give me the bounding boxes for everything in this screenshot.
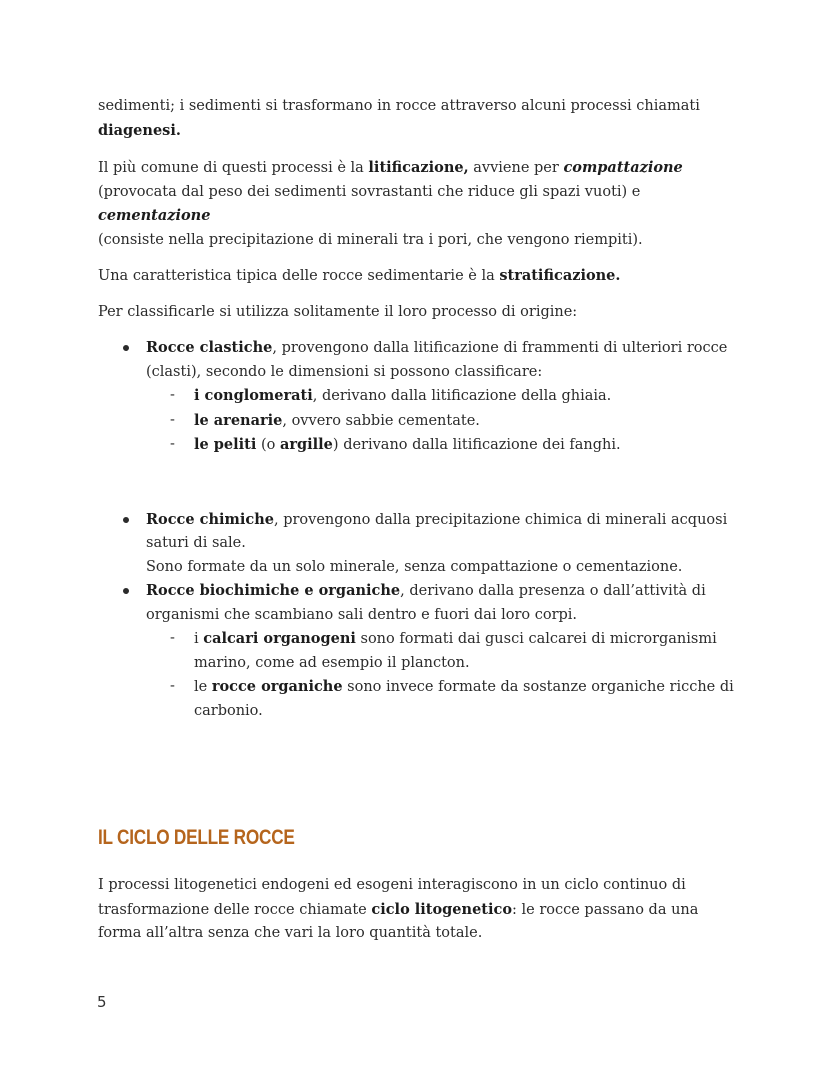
text: le xyxy=(194,679,212,695)
paragraph-litificazione xyxy=(98,156,738,252)
text: (o xyxy=(256,437,280,453)
text: , provengono dalla precipitazione chimica di minerali acquosi saturi di sale. xyxy=(146,511,728,551)
paragraph-diagenesi xyxy=(98,95,738,143)
bullet-icon xyxy=(123,517,129,523)
text: sono invece formate da sostanze organiche ricche di carbonio. xyxy=(194,679,734,719)
list-item xyxy=(146,409,738,434)
paragraph-stratificazione xyxy=(98,264,738,289)
list-item xyxy=(146,627,738,675)
bold-term: Rocce chimiche xyxy=(146,510,274,528)
section-heading: IL CICLO DELLE ROCCE xyxy=(98,826,295,849)
page-number: 5 xyxy=(97,993,107,1011)
text: Per classificarle si utilizza solitamente il loro processo di origine: xyxy=(98,303,578,320)
text: Il più comune di questi processi è la xyxy=(98,160,369,176)
text: (consiste nella precipitazione di minerali tra i pori, che vengono riempiti). xyxy=(98,231,643,248)
bold-term: i conglomerati xyxy=(194,387,313,404)
text: ) derivano dalla litificazione dei fanghi. xyxy=(332,437,621,453)
list-item xyxy=(98,336,738,458)
bold-term: ciclo litogenetico xyxy=(371,900,513,918)
bullet-icon xyxy=(123,345,129,351)
list-item xyxy=(146,433,738,458)
bold-term: Rocce biochimiche e organiche xyxy=(146,582,401,599)
bold-term: rocce organiche xyxy=(211,678,343,695)
text: : le rocce passano da una forma all’altra senza che vari la loro quantità totale. xyxy=(98,901,699,941)
bold-term: diagenesi. xyxy=(98,121,181,139)
text: , derivano dalla litificazione della ghiaia. xyxy=(312,388,612,404)
list-item xyxy=(146,675,738,723)
bold-term: stratificazione. xyxy=(499,267,621,284)
paragraph-ciclo-litogenetico xyxy=(98,874,738,946)
paragraph-classificazione xyxy=(98,301,738,325)
text: avviene per xyxy=(468,160,564,176)
text: Sono formate da un solo minerale, senza compattazione o cementazione. xyxy=(146,558,683,575)
bullet-icon xyxy=(123,588,129,594)
text: sono formati dai gusci calcarei di microrganismi marino, come ad esempio il plancton. xyxy=(194,631,717,671)
bold-term: Rocce clastiche xyxy=(146,339,273,356)
sub-list xyxy=(146,627,738,723)
text: Una caratteristica tipica delle rocce sedimentarie è la xyxy=(98,268,500,284)
bold-term: le peliti xyxy=(194,436,257,453)
text: , ovvero sabbie cementate. xyxy=(282,412,480,429)
bold-term: argille xyxy=(279,436,333,453)
text: , provengono dalla litificazione di frammenti di ulteriori rocce (clasti), secondo le dimensioni si possono classificare: xyxy=(146,340,728,380)
bold-italic-term: compattazione xyxy=(563,159,683,176)
dash-icon: - xyxy=(170,387,175,403)
bullet-list-clastiche xyxy=(98,336,738,458)
text: I processi litogenetici endogeni ed esogeni interagiscono in un ciclo continuo di trasformazione delle rocce chiamate xyxy=(98,877,686,918)
bold-term: le arenarie xyxy=(194,411,283,429)
bold-italic-term: cementazione xyxy=(98,207,211,224)
list-item xyxy=(98,508,738,580)
list-item xyxy=(98,579,738,723)
text: sedimenti; i sedimenti si trasformano in rocce attraverso alcuni processi chiamati xyxy=(98,98,700,114)
dash-icon: - xyxy=(170,678,175,694)
text: i xyxy=(194,631,204,647)
dash-icon: - xyxy=(170,411,175,428)
document-body xyxy=(98,95,738,723)
bold-term: litificazione, xyxy=(368,159,469,176)
dash-icon: - xyxy=(170,630,175,646)
text: (provocata dal peso dei sedimenti sovrastanti che riduce gli spazi vuoti) e xyxy=(98,183,641,200)
bullet-list-chimiche xyxy=(98,508,738,724)
dash-icon: - xyxy=(170,436,175,452)
list-item xyxy=(146,384,738,409)
text: , derivano dalla presenza o dall’attività di organismi che scambiano sali dentro e fuori dai loro corpi. xyxy=(146,583,706,623)
sub-list xyxy=(146,384,738,458)
bold-term: calcari organogeni xyxy=(203,630,356,647)
